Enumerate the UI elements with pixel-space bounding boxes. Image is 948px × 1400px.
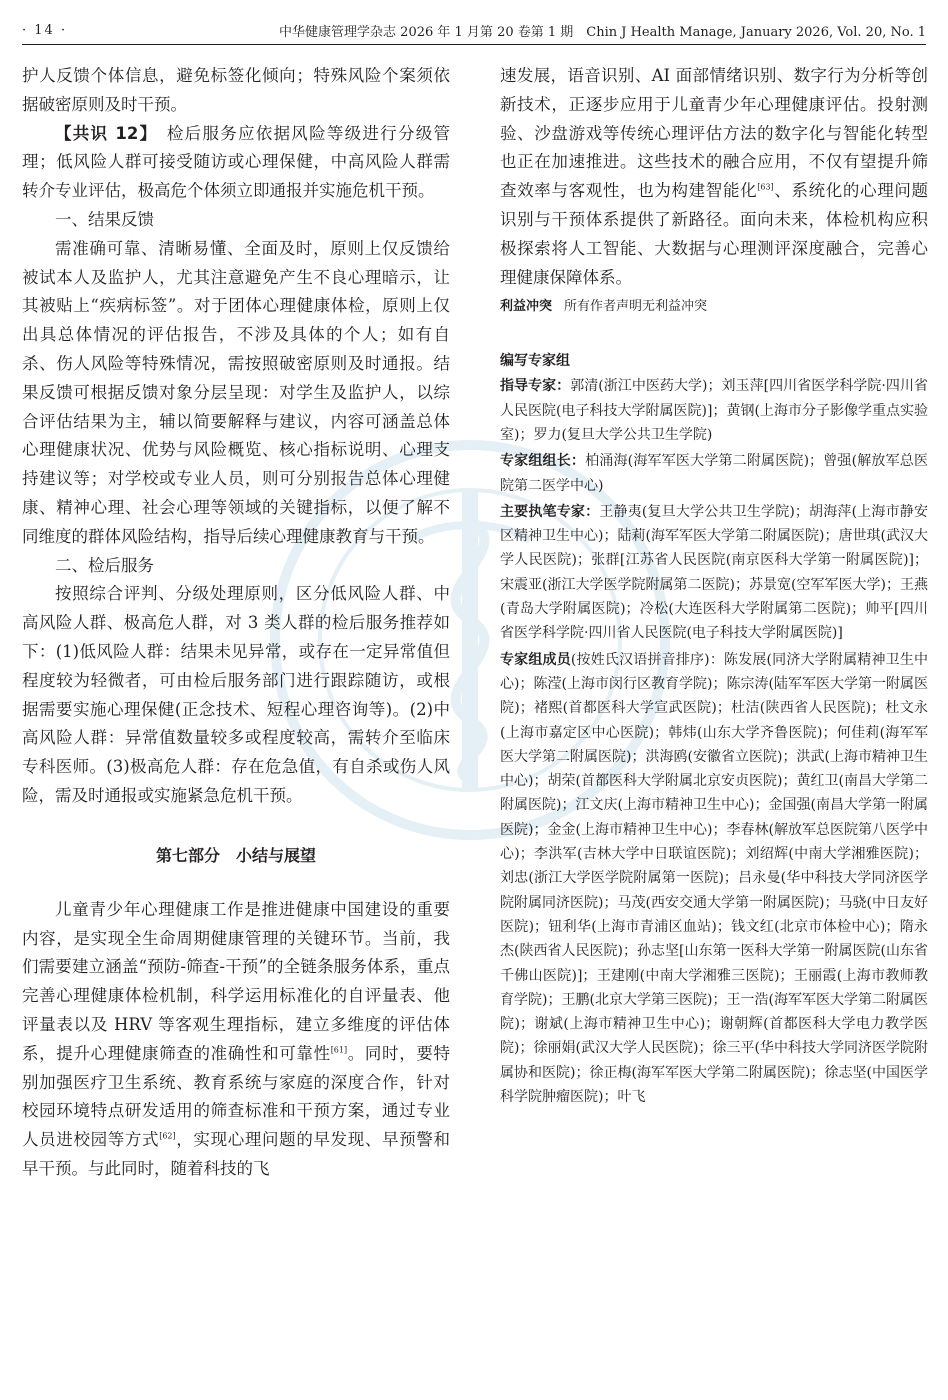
summary-text-b: 。同时，要特别加强医疗卫生系统、教育系统与家庭的深度合作，针对校园环境特点研发适用的筛查标准和干预方案，通过专业人员进校园等方式 [22,1043,451,1150]
roster-main-writers [500,500,928,646]
summary-continued-a: 速发展，语音识别、AI 面部情绪识别、数字行为分析等创新技术，正逐步应用于儿童青少年心理健康评估。投射测验、沙盘游戏等传统心理评估方法的数字化与智能化转型也正在加速推进。这些技术的融合应用，不仅有望提升筛查效率与客观性，也为构建智能化 [500,66,928,201]
conflict-label: 利益冲突 [500,299,553,315]
summary-paragraph [22,896,450,1184]
running-header [22,16,926,45]
journal-citation: 中华健康管理学杂志 2026 年 1 月第 20 卷第 1 期 Chin J Health Manage, January 2026, Vol. 20, No. 1 [279,24,926,40]
roster-role: 指导专家： [500,378,571,395]
roster-role: 专家组组长： [500,453,586,470]
roster-leaders [500,449,928,498]
citation-62[interactable]: [62] [159,1131,176,1141]
post-exam-service-paragraph: 按照综合评判、分级处理原则，区分低风险人群、中高风险人群、极高危人群，对 3 类人群的检后服务推荐如下：(1)低风险人群：结果未见异常，或存在一定异常值但程度较为轻微者，可由检后服务部门进行跟踪随访，或根据需要实施心理保健(正念技术、短程心理咨询等)。(2)中高风险人群：异常值数量较多或程度较高，需转介至临床专科医师。(3)极高危人群：存在危急值，有自杀或伤人风险，需及时通报或实施紧急危机干预。 [22,584,450,805]
roster-role: 专家组成员 [500,651,571,668]
conflict-text: 所有作者声明无利益冲突 [564,299,708,315]
summary-text-c: ，实现心理问题的早发现、早预警和早干预。与此同时，随着科技的飞 [22,1130,451,1178]
roster-names: 王静夷(复旦大学公共卫生学院)；胡海萍(上海市静安区精神卫生中心)；陆莉(海军军医大学第二附属医院)；唐世琪(武汉大学人民医院)；张群[江苏省人民医院(南京医科大学第一附属医院)]；宋震亚(浙江大学医学院附属第二医院)；苏景宽(空军军医大学)；王燕(青岛大学附属医院)；冷松(大连医科大学附属第二医院)；帅平[四川省医学科学院·四川省人民医院(电子科技大学附属医院)] [500,503,928,642]
page-number: · 14 · [22,22,68,38]
result-feedback-paragraph: 需准确可靠、清晰易懂、全面及时，原则上仅反馈给被试本人及监护人，尤其注意避免产生不良心理暗示，让其被贴上“疾病标签”。对于团体心理健康体检，原则上仅出具总体情况的评估报告，不涉及具体的个人；如有自杀、伤人风险等特殊情况，需按照破密原则及时通报。结果反馈可根据反馈对象分层呈现：对学生及监护人，以综合评估结果为主，辅以简要解释与建议，内容可涵盖总体心理健康状况、优势与风险概览、核心指标说明、心理支持建议等；对学校或专业人员，则可分别报告总体心理健康、精神心理、社会心理等领域的关键指标，以便了解不同维度的群体风险结构，指导后续心理健康教育与干预。 [22,238,450,546]
section-heading-post-exam-service: 二、检后服务 [55,555,154,575]
summary-continued-b: 、系统化的心理问题识别与干预体系提供了新路径。面向未来，体检机构应积极探索将人工智能、大数据与心理测评深度融合，完善心理健康保障体系。 [500,181,929,287]
left-column [22,62,450,1184]
roster-members [500,648,928,1110]
summary-continued-paragraph [500,62,928,292]
consensus-tag: 【共识 12】 [55,123,150,143]
section-heading-result-feedback: 一、结果反馈 [55,209,154,229]
roster-names: (按姓氏汉语拼音排序)：陈发展(同济大学附属精神卫生中心)；陈滢(上海市闵行区教育学院)；陈宗涛(陆军军医大学第一附属医院)；褚熙(首都医科大学宣武医院)；杜洁(陕西省人民医院)；杜文永(上海市嘉定区中心医院)；韩炜(山东大学齐鲁医院)；何佳莉(海军军医大学第二附属医院)；洪海鸥(安徽省立医院)；洪武(上海市精神卫生中心)；胡荣(首都医科大学附属北京安贞医院)；黄红卫(南昌大学第二附属医院)；江文庆(上海市精神卫生中心)；金国强(南昌大学第一附属医院)；金金(上海市精神卫生中心)；李春林(解放军总医院第八医学中心)；李洪军(吉林大学中日联谊医院)；刘绍辉(中南大学湘雅医院)；刘忠(浙江大学医学院附属第一医院)；吕永曼(华中科技大学同济医学院附属同济医院)；马茂(西安交通大学第一附属医院)；马骁(中日友好医院)；钮利华(上海市青浦区血站)；钱文红(北京市体检中心)；隋永杰(陕西省人民医院)；孙志坚[山东第一医科大学第一附属医院(山东省千佛山医院)]；王建刚(中南大学湘雅三医院)；王丽霞(上海市教师教育学院)；王鹏(北京大学第三医院)；王一浩(海军军医大学第二附属医院)；谢斌(上海市精神卫生中心)；谢朝辉(首都医科大学电力教学医院)；徐丽娟(武汉大学人民医院)；徐三平(华中科技大学同济医学院附属协和医院)；徐正梅(海军军医大学第二附属医院)；徐志坚(中国医学科学院肿瘤医院)；叶飞 [500,651,928,1105]
conflict-of-interest [500,296,928,318]
consensus-text: 检后服务应依据风险等级进行分级管理；低风险人群可接受随访或心理保健，中高风险人群需转介专业评估，极高危个体须立即通报并实施危机干预。 [22,123,451,201]
citation-61[interactable]: [61] [330,1045,348,1055]
right-column [500,62,928,1111]
roster-advisors [500,374,928,447]
roster-role: 主要执笔专家： [500,503,600,520]
consensus-12 [22,120,450,206]
roster-names: 郭清(浙江中医药大学)；刘玉萍[四川省医学科学院·四川省人民医院(电子科技大学附属医院)]；黄钢(上海市分子影像学重点实验室)；罗力(复旦大学公共卫生学院) [500,378,928,443]
citation-63[interactable]: [63] [757,182,774,192]
experts-heading: 编写专家组 [500,353,570,370]
continued-paragraph: 护人反馈个体信息，避免标签化倾向；特殊风险个案须依据破密原则及时干预。 [22,66,450,114]
part-seven-heading: 第七部分 小结与展望 [155,845,316,865]
roster-names: 柏涌海(海军军医大学第二附属医院)；曾强(解放军总医院第二医学中心) [500,453,928,494]
summary-text-a: 儿童青少年心理健康工作是推进健康中国建设的重要内容，是实现全生命周期健康管理的关键环节。当前，我们需要建立涵盖“预防-筛查-干预”的全链条服务体系，重点完善心理健康体检机制，科学运用标准化的自评量表、他评量表以及 HRV 等客观生理指标，建立多维度的评估体系，提升心理健康筛查的准确性和可靠性 [22,899,450,1063]
